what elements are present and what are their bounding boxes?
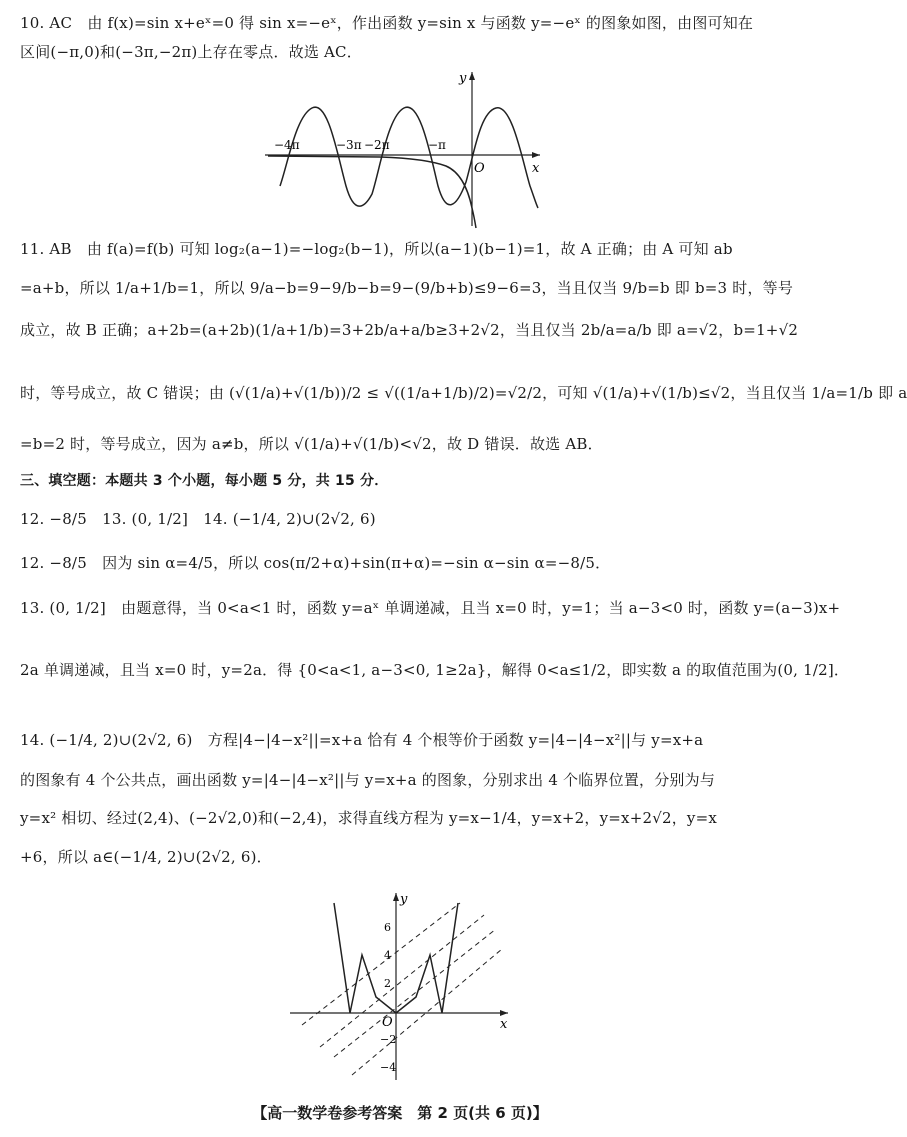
q14-ytick-6: 6 bbox=[384, 921, 391, 934]
q14-y-arrow bbox=[393, 893, 399, 901]
q12-line: 12. −8/5 因为 sin α=4/5，所以 cos(π/2+α)+sin(π+α)=−sin α−sin α=−8/5． bbox=[20, 554, 611, 572]
q14-origin-label: O bbox=[382, 1015, 393, 1030]
q14-line-2: 的图象有 4 个公共点，画出函数 y=|4−|4−x²||与 y=x+a 的图象，分别求出 4 个临界位置，分别为与 bbox=[20, 771, 716, 789]
q10-tick-neg-pi: −π bbox=[428, 138, 446, 152]
q14-y-label: y bbox=[400, 892, 408, 907]
q11-line-1: 11. AB 由 f(a)=f(b) 可知 log₂(a−1)=−log₂(b−1)，所以(a−1)(b−1)=1，故 A 正确；由 A 可知 ab bbox=[20, 240, 733, 258]
page-footer: 【高一数学卷参考答案 第 2 页(共 6 页)】 bbox=[252, 1104, 548, 1122]
q14-ytick-neg2: −2 bbox=[380, 1033, 397, 1046]
q10-tick-neg-2pi: −2π bbox=[364, 138, 390, 152]
q10-graph bbox=[260, 64, 560, 234]
q14-line-a-2 bbox=[334, 929, 496, 1057]
q14-ytick-2: 2 bbox=[384, 977, 391, 990]
q14-x-arrow bbox=[500, 1010, 508, 1016]
q11-line-4: 时，等号成立，故 C 错误；由 (√(1/a)+√(1/b))/2 ≤ √((1/a+1/b)/2)=√2/2，可知 √(1/a)+√(1/b)≤√2，当且仅当 1/a=1/b 即 a bbox=[20, 384, 907, 402]
q10-y-label: y bbox=[459, 71, 467, 86]
q14-line-4: +6，所以 a∈(−1/4, 2)∪(2√2, 6)． bbox=[20, 848, 272, 866]
q11-line-5: =b=2 时，等号成立，因为 a≠b，所以 √(1/a)+√(1/b)<√2，故 D 错误．故选 AB． bbox=[20, 435, 603, 453]
q14-ytick-neg4: −4 bbox=[380, 1061, 397, 1074]
q14-line-3: y=x² 相切、经过(2,4)、(−2√2,0)和(−2,4)，求得直线方程为 y=x−1/4，y=x+2，y=x+2√2，y=x bbox=[20, 809, 718, 827]
q13-line-1: 13. (0, 1/2] 由题意得，当 0<a<1 时，函数 y=aˣ 单调递减，且当 x=0 时，y=1；当 a−3<0 时，函数 y=(a−3)x+ bbox=[20, 599, 841, 617]
q13-line-2: 2a 单调递减，且当 x=0 时，y=2a．得 {0<a<1, a−3<0, 1≥2a}，解得 0<a≤1/2，即实数 a 的取值范围为(0, 1/2]． bbox=[20, 661, 850, 679]
section3-heading: 三、填空题：本题共 3 个小题，每小题 5 分，共 15 分． bbox=[20, 473, 389, 489]
q10-origin-label: O bbox=[474, 161, 485, 176]
q14-line-a-6 bbox=[302, 903, 460, 1025]
q10-line-1: 10. AC 由 f(x)=sin x+eˣ=0 得 sin x=−eˣ，作出函数 y=sin x 与函数 y=−eˣ 的图象如图，由图可知在 bbox=[20, 14, 754, 32]
q10-sine-curve bbox=[280, 107, 538, 208]
q14-x-label: x bbox=[500, 1017, 508, 1032]
q10-x-label: x bbox=[532, 161, 540, 176]
q14-line-1: 14. (−1/4, 2)∪(2√2, 6) 方程|4−|4−x²||=x+a 恰有 4 个根等价于函数 y=|4−|4−x²||与 y=x+a bbox=[20, 731, 704, 749]
q10-tick-neg-3pi: −3π bbox=[336, 138, 362, 152]
q14-graph bbox=[290, 885, 520, 1085]
q10-x-arrow bbox=[532, 152, 540, 158]
q11-line-2: =a+b，所以 1/a+1/b=1，所以 9/a−b=9−9/b−b=9−(9/b+b)≤9−6=3，当且仅当 9/b=b 即 b=3 时，等号 bbox=[20, 279, 794, 297]
q11-line-3: 成立，故 B 正确；a+2b=(a+2b)(1/a+1/b)=3+2b/a+a/b≥3+2√2，当且仅当 2b/a=a/b 即 a=√2，b=1+√2 bbox=[20, 321, 799, 339]
q14-ytick-4: 4 bbox=[384, 949, 391, 962]
section3-answers: 12. −8/5 13. (0, 1/2] 14. (−1/4, 2)∪(2√2, 6) bbox=[20, 510, 376, 528]
q10-line-2: 区间(−π,0)和(−3π,−2π)上存在零点．故选 AC． bbox=[20, 43, 362, 61]
q10-tick-neg-4pi: −4π bbox=[274, 138, 300, 152]
q10-y-arrow bbox=[469, 72, 475, 80]
q14-line-a-neg-quarter bbox=[352, 949, 502, 1075]
